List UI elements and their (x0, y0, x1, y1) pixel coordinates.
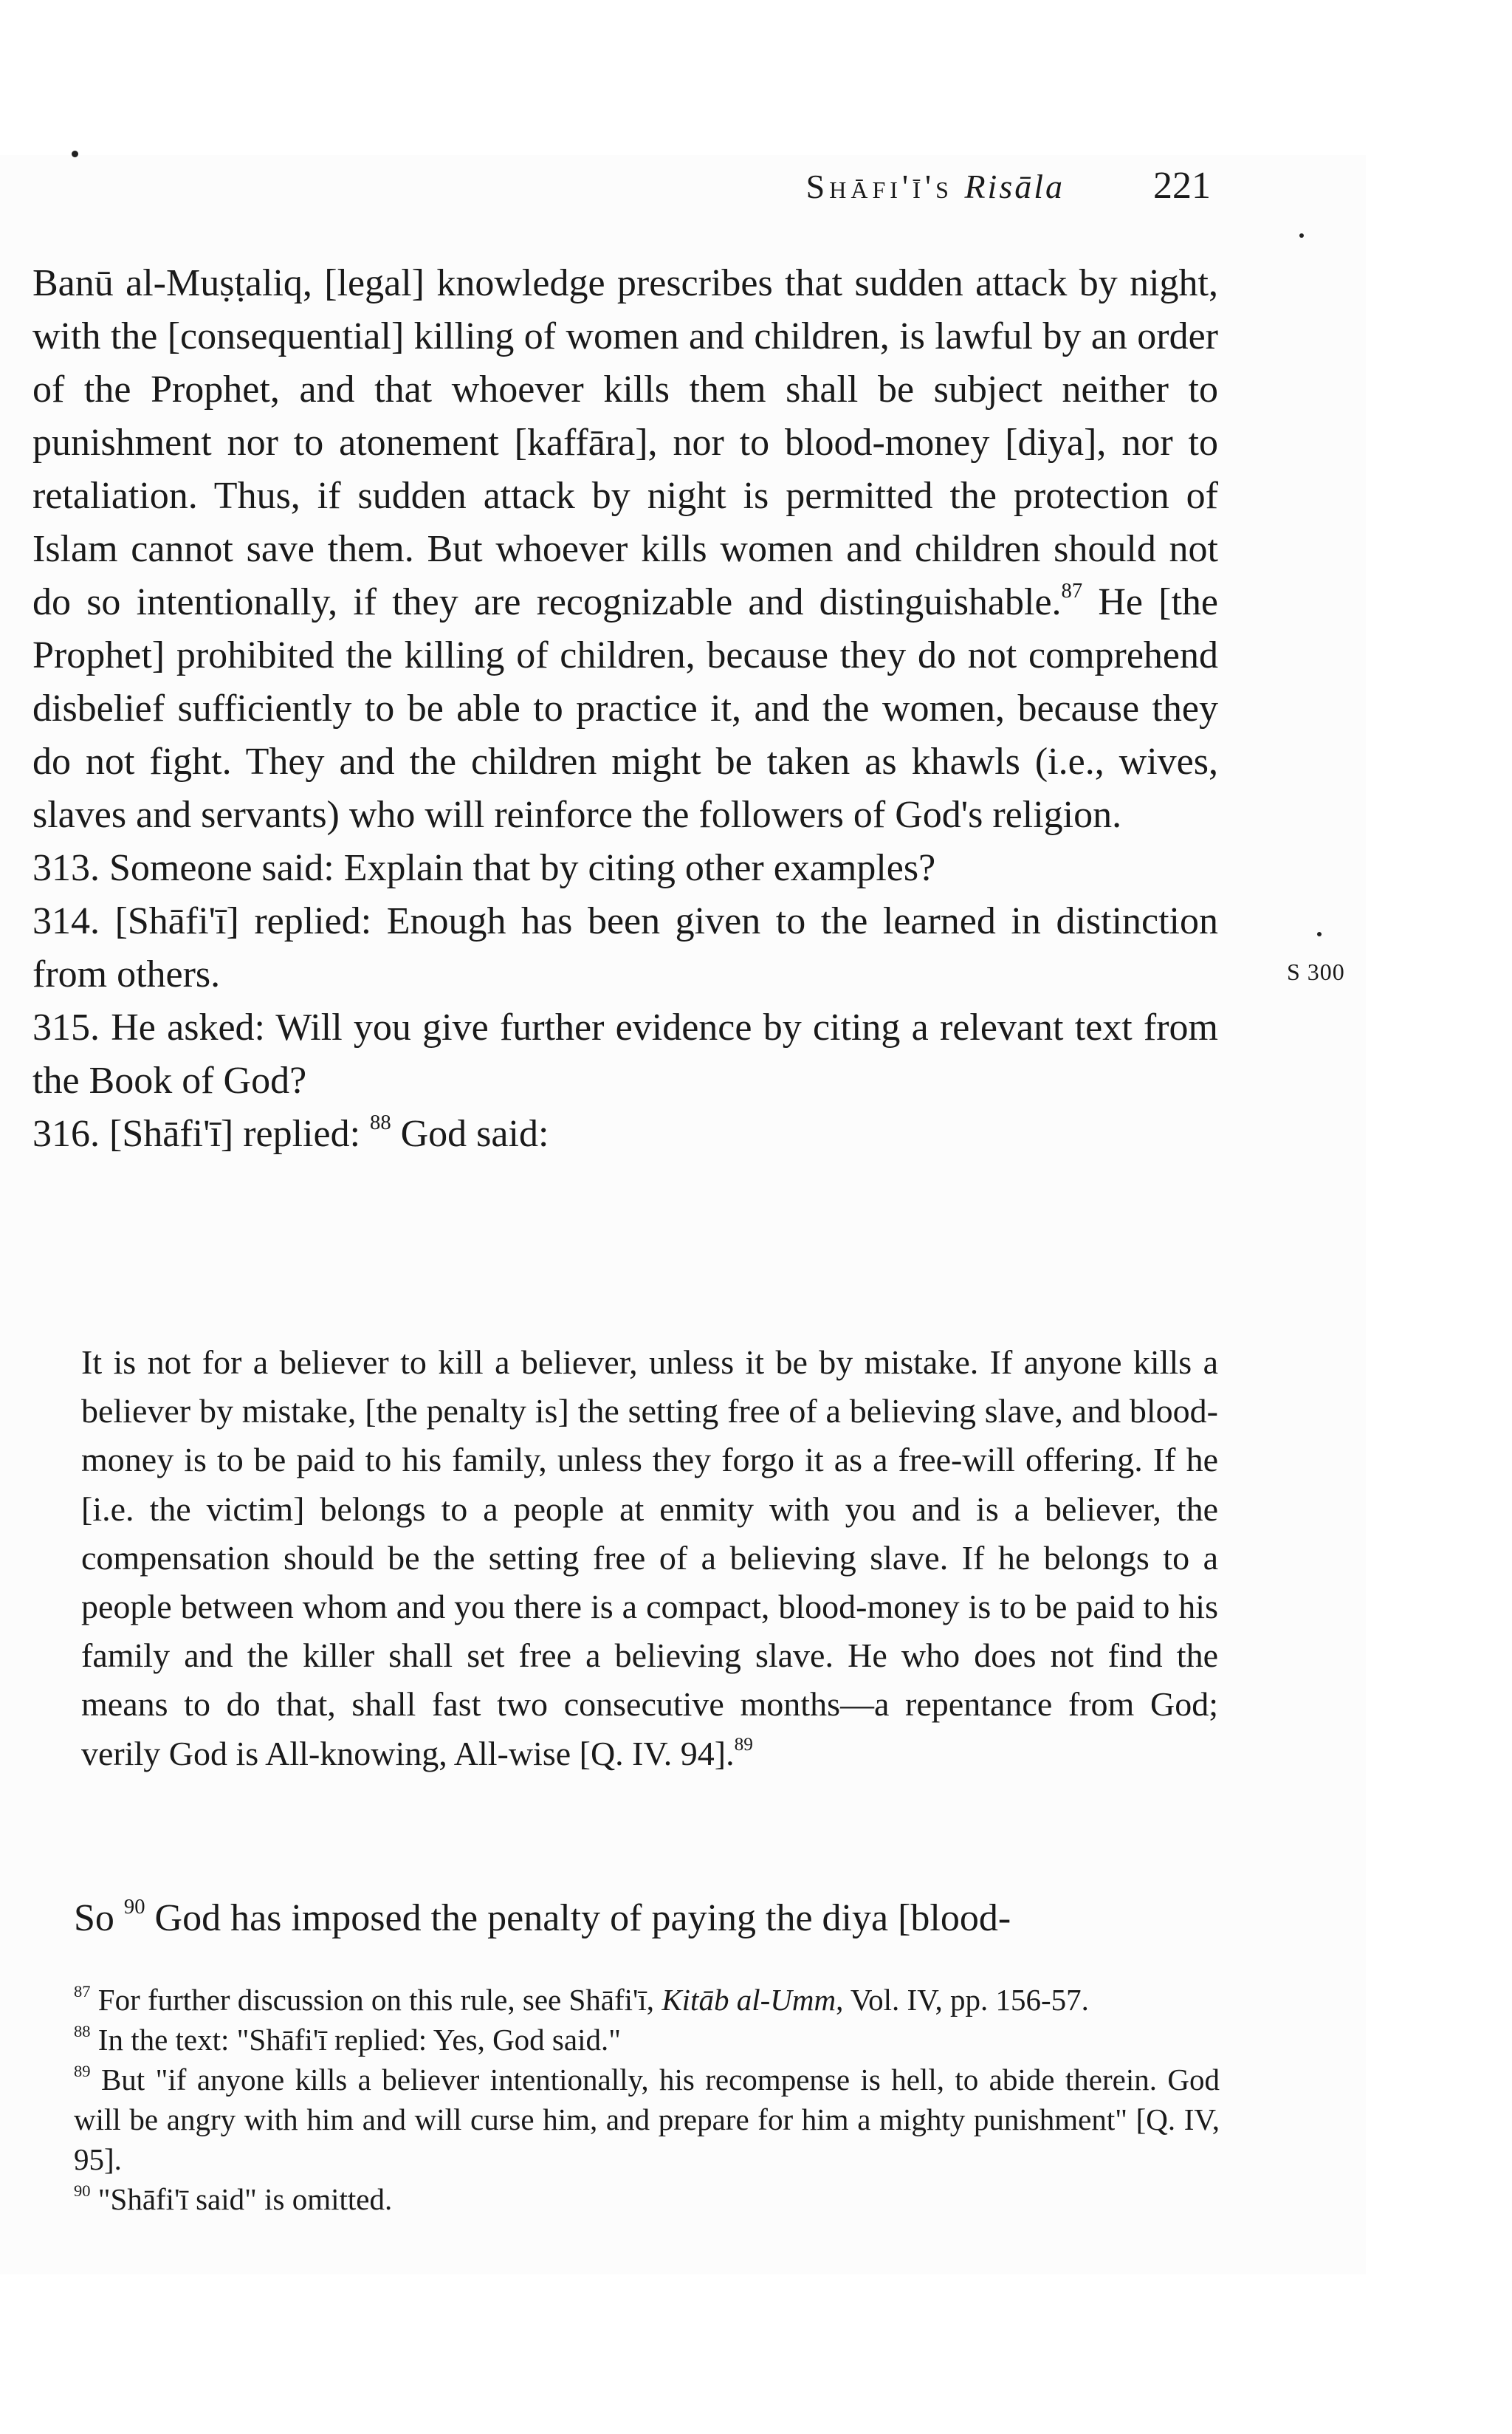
paragraph-text: 316. [Shāfi'ī] replied: (32, 1113, 371, 1155)
paragraph-text: God has imposed the penalty of paying the diya [blood- (145, 1897, 1011, 1939)
paragraph-text: God said: (391, 1113, 549, 1155)
footnote-ref: 90 (123, 1896, 145, 1919)
paragraph-316 (32, 1108, 1218, 1161)
ink-speck (1317, 932, 1322, 936)
running-title-caps: Shāfi'ī's (805, 168, 953, 205)
paragraph-text: Banū al-Muṣṭaliq, [legal] knowledge prescribes that sudden attack by night, with the [consequential] killing of women and children, is lawful by an order of the Prophet, and that whoever kills them shall be subject neither to punishment nor to atonement [kaffāra], nor to blood-money [diya], nor to retaliation. Thus, if sudden attack by night is permitted the protection of Islam cannot save them. But whoever kills women and children should not do so intentionally, if they are recognizable and distinguishable. (32, 262, 1218, 623)
paragraph-text: He [the Prophet] prohibited the killing of children, because they do not comprehend disbelief sufficiently to be able to practice it, and the women, because they do not fight. They and the children might be taken as khawls (i.e., wives, slaves and servants) who will reinforce the followers of God's religion. (32, 581, 1218, 836)
footnote-87 (37, 1980, 1220, 2020)
page-number: 221 (1153, 165, 1211, 207)
footnote-text: For further discussion on this rule, see Shāfi'ī, (90, 1983, 662, 2017)
footnote-ref: 87 (1061, 580, 1083, 603)
footnotes (37, 1980, 1220, 2219)
margin-reference: S 300 (1287, 959, 1345, 985)
paragraph-315: 315. He asked: Will you give further evidence by citing a relevant text from the Book of God? (32, 1007, 1218, 1102)
footnote-89 (37, 2060, 1220, 2179)
ink-speck (1299, 233, 1304, 238)
paragraph-after-quote (74, 1892, 1220, 1945)
footnote-italic: Kitāb al-Umm (662, 1983, 836, 2017)
ink-speck (72, 151, 78, 157)
footnote-88 (37, 2020, 1220, 2060)
paragraph-313: 313. Someone said: Explain that by citing other examples? (32, 847, 936, 889)
quotation-text: It is not for a believer to kill a believer, unless it be by mistake. If anyone kills a believer by mistake, [the penalty is] the setting free of a believing slave, and blood-money is to be paid to his family, unless they forgo it as a free-will offering. If he [i.e. the victim] belongs to a people at enmity with you and is a believer, the compensation should be the setting free of a believing slave. If he belongs to a people between whom and you there is a compact, blood-money is to be paid to his family and the killer shall set free a believing slave. He who does not find the means to do that, shall fast two consecutive months—a repentance from God; verily God is All-knowing, All-wise [Q. IV. 94]. (81, 1343, 1218, 1772)
quran-quotation (81, 1338, 1218, 1778)
footnote-text: In the text: "Shāfi'ī replied: Yes, God said." (90, 2023, 621, 2057)
footnote-ref: 89 (734, 1733, 753, 1755)
paragraph-continued (32, 257, 1218, 842)
footnote-number: 90 (74, 2181, 91, 2200)
footnote-number: 88 (74, 2021, 91, 2040)
paragraph-text: So (74, 1897, 124, 1939)
running-head (694, 164, 1211, 208)
footnote-90 (37, 2179, 1220, 2219)
footnote-text: "Shāfi'ī said" is omitted. (90, 2182, 393, 2216)
running-title (806, 167, 1065, 206)
footnote-number: 87 (74, 1981, 91, 2001)
paragraph-314: 314. [Shāfi'ī] replied: Enough has been given to the learned in distinction from others. (32, 900, 1218, 995)
running-title-italic: Risāla (964, 168, 1065, 205)
footnote-text: , Vol. IV, pp. 156-57. (836, 1983, 1089, 2017)
footnote-text: But "if anyone kills a believer intentionally, his recompense is hell, to abide therein. God will be angry with him and will curse him, and prepare for him a mighty punishment" [Q. IV, 95]. (74, 2063, 1220, 2176)
main-text (32, 257, 1218, 1161)
footnote-ref: 88 (370, 1111, 391, 1135)
footnote-number: 89 (74, 2061, 91, 2080)
